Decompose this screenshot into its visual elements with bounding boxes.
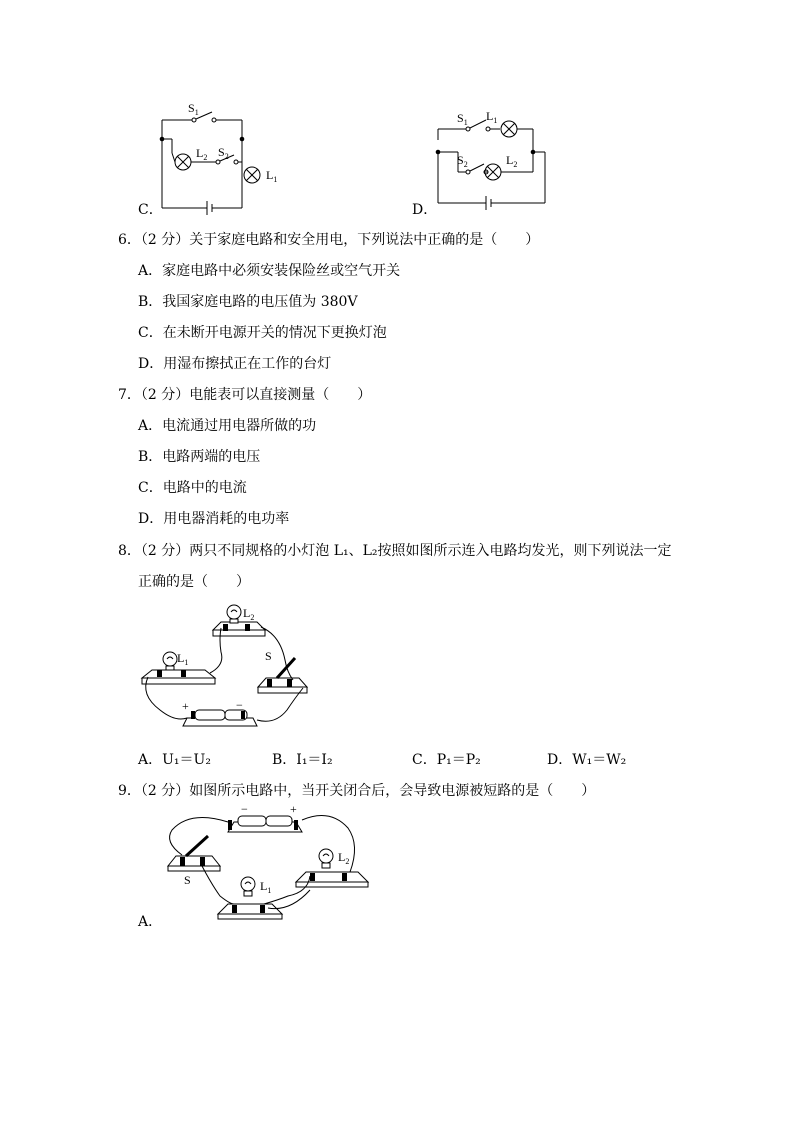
d-s1-label: S [457,111,464,125]
q8-stem-line2: 正确的是（ ） [138,574,250,590]
svg-text:S2: $S_2$ [218,145,229,161]
svg-text:L1: $L_1$ [260,879,272,895]
d-l2-label: L [506,153,514,167]
q9-option-a-label: A． [138,914,163,930]
q8-option-d: D．W₁＝W₂ [547,752,627,768]
q6-option-b: B．我国家庭电路的电压值为 380V [138,294,358,310]
q7-stem: 7．（2 分）电能表可以直接测量（ ） [118,387,372,403]
q8-switch-label: S [265,649,272,663]
svg-text:S2: $S_2$ [457,153,468,169]
q8-option-a: A．U₁＝U₂ [138,752,211,768]
c-s2-label: S [218,145,225,159]
q8-l2-label: L [243,606,251,620]
svg-text:L1: $L_1$ [177,651,189,667]
q9-circuit-illustration [160,800,380,925]
c-l2-label: L [196,146,204,160]
q7-option-c: C．电路中的电流 [138,480,247,496]
c-l1-label: L [266,168,274,182]
q8-option-b: B．I₁＝I₂ [272,752,333,768]
q8-minus-label: − [236,698,243,712]
circuit-diagram-d [430,100,560,215]
q8-plus-label: + [182,699,189,713]
q8-stem-line1: 8．（2 分）两只不同规格的小灯泡 L₁、L₂按照如图所示连入电路均发光，则下列说法一定 [118,543,672,559]
q8-l1-label: L [177,651,185,665]
svg-text:L2: $L_2$ [243,606,255,622]
q9-l1-label: L [260,879,268,893]
q7-option-a: A．电流通过用电器所做的功 [138,418,317,434]
c-s1-label: S [188,101,195,115]
svg-text:L2: $L_2$ [338,850,350,866]
q6-stem: 6．（2 分）关于家庭电路和安全用电，下列说法中正确的是（ ） [118,232,540,248]
svg-text:L1: $L_1$ [266,168,278,184]
q8-circuit-illustration [135,600,320,735]
q9-plus-label: + [290,802,297,816]
svg-text:S1: $S_1$ [457,111,468,127]
q9-minus-label: − [241,802,248,816]
d-s2-label: S [457,153,464,167]
q6-option-d: D．用湿布擦拭正在工作的台灯 [138,356,332,372]
svg-text:L2: $L_2$ [506,153,518,169]
q6-option-a: A．家庭电路中必须安装保险丝或空气开关 [138,263,401,279]
svg-text:L1: $L_1$ [486,109,498,125]
q9-l2-label: L [338,850,346,864]
q9-stem: 9．（2 分）如图所示电路中，当开关闭合后，会导致电源被短路的是（ ） [118,783,596,799]
d-l1-label: L [486,109,494,123]
option-c-label: C． [138,202,163,218]
option-d-label: D． [412,202,438,218]
q6-option-c: C．在未断开电源开关的情况下更换灯泡 [138,325,387,341]
q9-switch-label: S [184,873,191,887]
q8-option-c: C．P₁＝P₂ [412,752,481,768]
q7-option-b: B．电路两端的电压 [138,449,261,465]
svg-text:L2: $L_2$ [196,146,208,162]
svg-text:S1: $S_1$ [188,101,199,117]
q7-option-d: D．用电器消耗的电功率 [138,511,290,527]
